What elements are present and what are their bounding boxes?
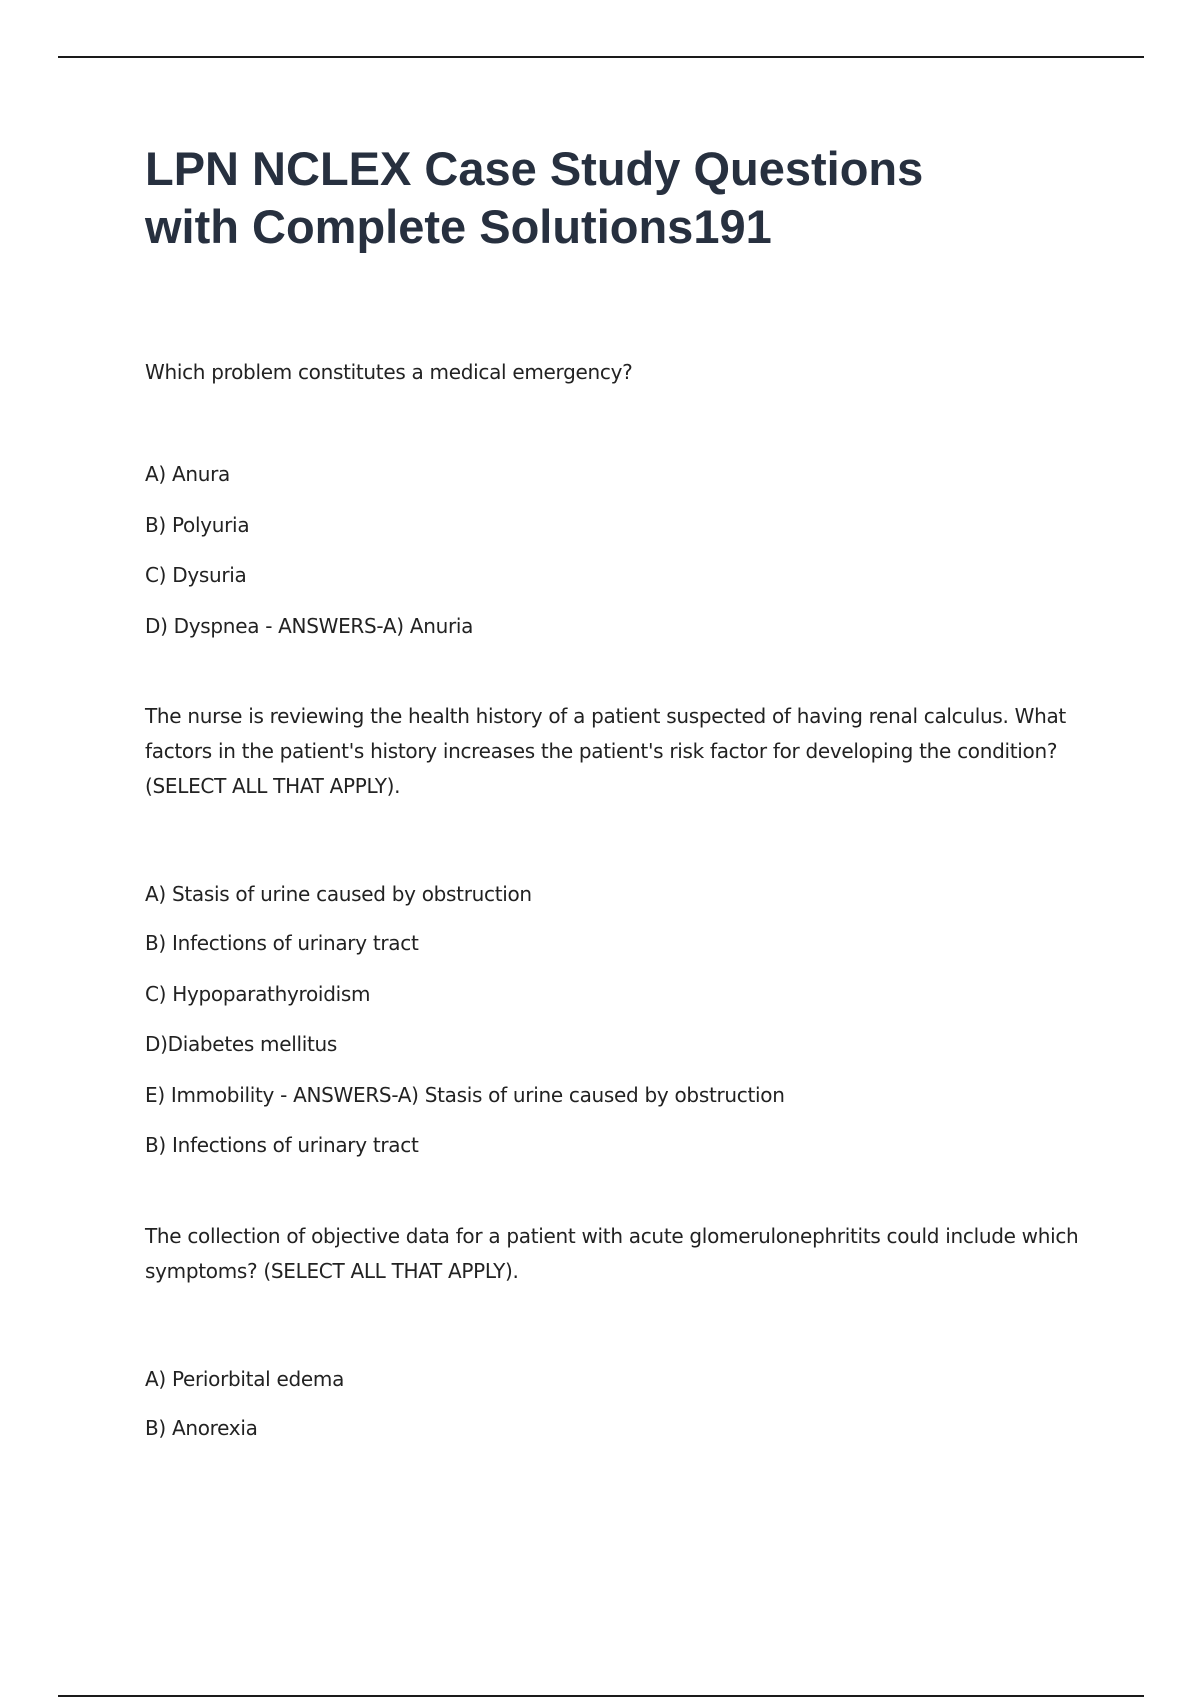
option-item: B) Infections of urinary tract bbox=[145, 1133, 419, 1157]
document-content bbox=[145, 140, 1095, 1440]
document-title bbox=[145, 140, 1005, 256]
bottom-rule bbox=[58, 1695, 1144, 1697]
question-2 bbox=[145, 699, 1145, 804]
question-1 bbox=[145, 355, 1095, 390]
question-prompt-line: The nurse is reviewing the health history of a patient suspected of having renal calculus. What bbox=[145, 704, 1066, 728]
option-item: C) Hypoparathyroidism bbox=[145, 982, 371, 1006]
top-rule bbox=[58, 56, 1144, 58]
option-item: B) Anorexia bbox=[145, 1416, 258, 1440]
option-item: E) Immobility - ANSWERS-A) Stasis of urine caused by obstruction bbox=[145, 1083, 785, 1107]
title-line-2: with Complete Solutions191 bbox=[145, 200, 772, 253]
option-item: A) Stasis of urine caused by obstruction bbox=[145, 882, 532, 906]
option-item: A) Anura bbox=[145, 462, 230, 486]
question-prompt: Which problem constitutes a medical emergency? bbox=[145, 360, 633, 384]
question-prompt-line: (SELECT ALL THAT APPLY). bbox=[145, 774, 401, 798]
question-prompt-line: symptoms? (SELECT ALL THAT APPLY). bbox=[145, 1259, 519, 1283]
question-prompt-line: The collection of objective data for a patient with acute glomerulonephritits could include which bbox=[145, 1224, 1079, 1248]
title-line-1: LPN NCLEX Case Study Questions bbox=[145, 142, 924, 195]
option-item: B) Infections of urinary tract bbox=[145, 931, 419, 955]
question-prompt-line: factors in the patient's history increases the patient's risk factor for developing the condition? bbox=[145, 739, 1058, 763]
option-item: B) Polyuria bbox=[145, 513, 250, 537]
option-item: C) Dysuria bbox=[145, 563, 247, 587]
option-item: D) Dyspnea - ANSWERS-A) Anuria bbox=[145, 614, 474, 638]
question-3 bbox=[145, 1219, 1145, 1289]
option-item: A) Periorbital edema bbox=[145, 1367, 345, 1391]
option-item: D)Diabetes mellitus bbox=[145, 1032, 338, 1056]
